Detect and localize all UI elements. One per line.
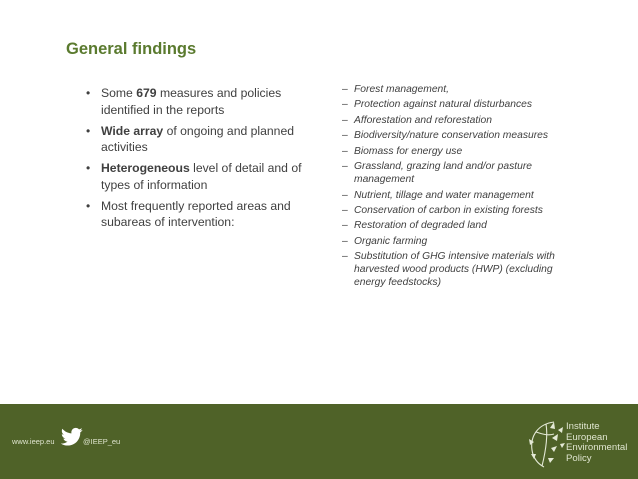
bullet-text-post: of ongoing and planned activities — [101, 123, 295, 154]
area-item-text: Biodiversity/nature conservation measures — [354, 130, 549, 142]
area-item — [342, 236, 572, 249]
org-line: European — [566, 431, 608, 443]
area-item — [342, 84, 572, 97]
area-item-text: Forest management, — [354, 84, 450, 95]
organization-name — [566, 422, 636, 464]
bullet-text-pre: Some — [101, 86, 137, 100]
area-item-text: Conservation of carbon in existing forests — [354, 204, 543, 216]
dash-marker: – — [342, 220, 348, 232]
bullet-text-post: level of detail and of types of information — [101, 161, 302, 192]
bullet-text-bold: Heterogeneous — [101, 161, 190, 175]
bullet-text-post: measures and policies identified in the reports — [101, 86, 282, 117]
dash-marker: – — [342, 114, 348, 126]
area-item-text: Grassland, grazing land and/or pasture management — [354, 161, 533, 186]
bullet-item — [86, 123, 318, 156]
area-item — [342, 205, 572, 218]
slide-title: General findings — [66, 40, 197, 58]
dash-marker: – — [342, 84, 348, 95]
area-item-text: Afforestation and reforestation — [354, 114, 492, 126]
org-line: Environmental — [566, 442, 628, 454]
area-item — [342, 99, 572, 112]
dash-marker: – — [342, 130, 348, 142]
area-item-text: Substitution of GHG intensive materials with harvested wood products (HWP) (excluding energy feedstocks) — [354, 251, 555, 288]
bullet-item — [86, 160, 318, 193]
footer-bar — [0, 404, 638, 479]
dash-marker: – — [342, 99, 348, 111]
twitter-handle-link[interactable]: @IEEP_eu — [83, 437, 121, 446]
intervention-areas-list — [342, 84, 572, 292]
dash-marker: – — [342, 145, 348, 157]
twitter-bird-icon[interactable] — [61, 427, 83, 447]
findings-bullet-list — [86, 85, 318, 235]
area-item — [342, 161, 572, 186]
website-link[interactable]: www.ieep.eu — [12, 437, 55, 446]
org-line: Policy — [566, 452, 592, 464]
bullet-text-bold: 679 — [136, 86, 157, 100]
dash-marker: – — [342, 161, 348, 173]
ieep-globe-leaves-logo — [524, 418, 570, 470]
area-item — [342, 146, 572, 159]
area-item — [342, 251, 572, 289]
bullet-text-pre: Most frequently reported areas and subareas of intervention: — [101, 198, 291, 229]
area-item-text: Protection against natural disturbances — [354, 99, 533, 111]
bullet-item — [86, 85, 318, 118]
bullet-item — [86, 198, 318, 231]
dash-marker: – — [342, 204, 348, 216]
dash-marker: – — [342, 235, 348, 247]
area-item — [342, 220, 572, 233]
dash-marker: – — [342, 189, 348, 201]
area-item-text: Biomass for energy use — [354, 145, 463, 157]
area-item-text: Restoration of degraded land — [354, 220, 487, 232]
bullet-text-bold: Wide array — [101, 123, 164, 138]
org-line: Institute — [566, 421, 600, 432]
dash-marker: – — [342, 251, 348, 263]
area-item — [342, 130, 572, 143]
area-item — [342, 115, 572, 128]
area-item-text: Nutrient, tillage and water management — [354, 189, 534, 201]
area-item-text: Organic farming — [354, 235, 428, 247]
area-item — [342, 190, 572, 203]
